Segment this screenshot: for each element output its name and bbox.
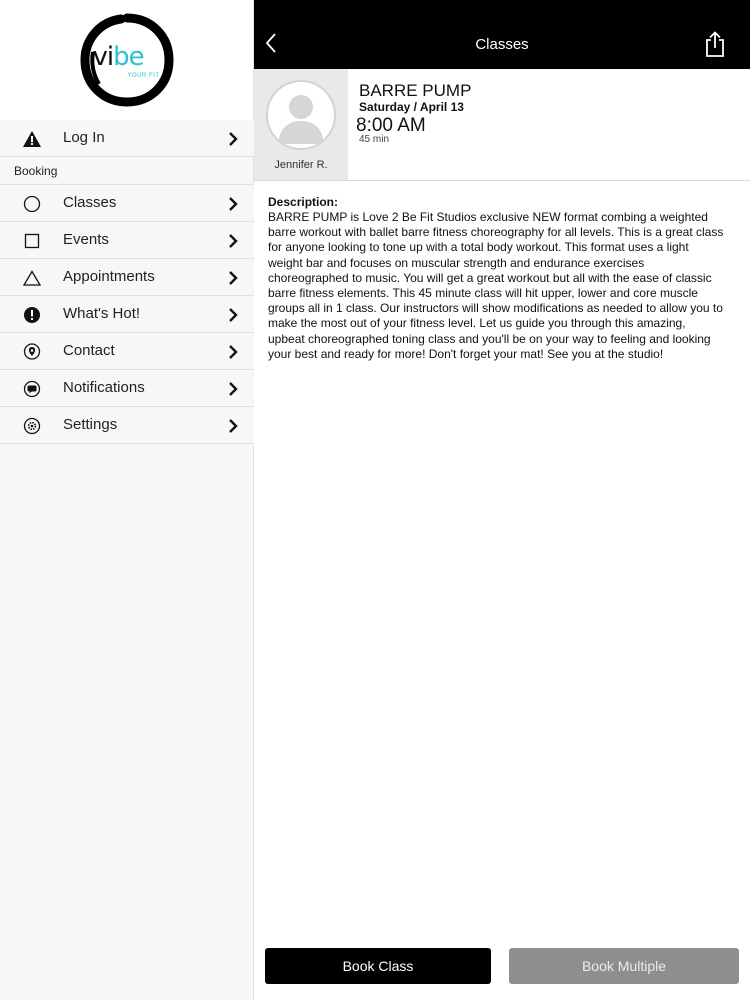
studio-logo (79, 12, 175, 108)
menu-item-notifications[interactable] (0, 370, 254, 407)
menu-item-label: What's Hot! (63, 305, 141, 322)
page-title: Classes (475, 36, 529, 53)
menu-item-appointments[interactable] (0, 259, 254, 296)
class-date: Saturday / April 13 (359, 100, 464, 114)
chevron-right-icon (226, 344, 240, 360)
chevron-right-icon (226, 196, 240, 212)
triangle-outline-icon (22, 268, 42, 288)
logo-subtext: YOUR FIT (127, 73, 160, 79)
menu-item-label: Contact (63, 342, 115, 359)
gear-icon (22, 416, 42, 436)
chevron-right-icon (226, 381, 240, 397)
top-bar (254, 0, 750, 69)
section-label-booking: Booking (14, 164, 58, 178)
chevron-right-icon (226, 418, 240, 434)
chevron-right-icon (226, 270, 240, 286)
chevron-right-icon (226, 307, 240, 323)
menu-item-label: Settings (63, 416, 118, 433)
instructor-avatar (266, 80, 336, 150)
chevron-right-icon (226, 131, 240, 147)
description-text: BARRE PUMP is Love 2 Be Fit Studios exclusive NEW format combing a weighted barre workout with ballet barre fitness choreography for all levels. This is a great class for anyone looking to tone up with a total body workout. This format uses a light weight bar and focuses on muscular strength and endurance exercises choreographed to music. You will get a great workout but all with the ease of classic barre fitness elements. This 45 minute class will hit upper, lower and core muscle groups all in 1 class. Our instructors will show modifications as needed to allow you to make the most out of your fitness level. Let us guide you through this amazing, upbeat choreographed toning class and you'll be on your way to feeling and looking your best and ready for more! Don't forget your mat! See you at the studio! (268, 210, 724, 361)
class-duration: 45 min (359, 134, 390, 145)
book-multiple-button[interactable]: Book Multiple (509, 948, 739, 984)
chat-bubble-icon (22, 379, 42, 399)
location-pin-icon (22, 342, 42, 362)
menu-item-contact[interactable] (0, 333, 254, 370)
menu-item-classes[interactable] (0, 185, 254, 222)
instructor-card[interactable] (254, 69, 348, 180)
class-name: BARRE PUMP (359, 81, 472, 100)
chevron-right-icon (226, 233, 240, 249)
warning-icon (22, 129, 42, 149)
menu-item-events[interactable] (0, 222, 254, 259)
class-time: 8:00 AM (356, 115, 426, 136)
logo-text: vibe (92, 42, 144, 72)
share-icon[interactable] (703, 30, 727, 58)
menu-item-whats-hot[interactable] (0, 296, 254, 333)
menu-item-label: Events (63, 231, 109, 248)
sidebar (0, 0, 254, 1000)
menu-item-label: Appointments (63, 268, 155, 285)
logo-area (0, 0, 253, 120)
menu-item-label: Classes (63, 194, 117, 211)
book-class-button[interactable]: Book Class (265, 948, 491, 984)
instructor-name: Jennifer R. (274, 159, 328, 171)
class-summary (254, 69, 750, 181)
person-placeholder-icon (268, 82, 334, 148)
menu-item-login[interactable] (0, 120, 254, 157)
menu-item-settings[interactable] (0, 407, 254, 444)
circle-outline-icon (22, 194, 42, 214)
description-label: Description: (268, 195, 339, 209)
exclamation-circle-icon (22, 305, 42, 325)
menu-item-label: Log In (63, 129, 105, 146)
square-outline-icon (22, 231, 42, 251)
menu-item-label: Notifications (63, 379, 145, 396)
